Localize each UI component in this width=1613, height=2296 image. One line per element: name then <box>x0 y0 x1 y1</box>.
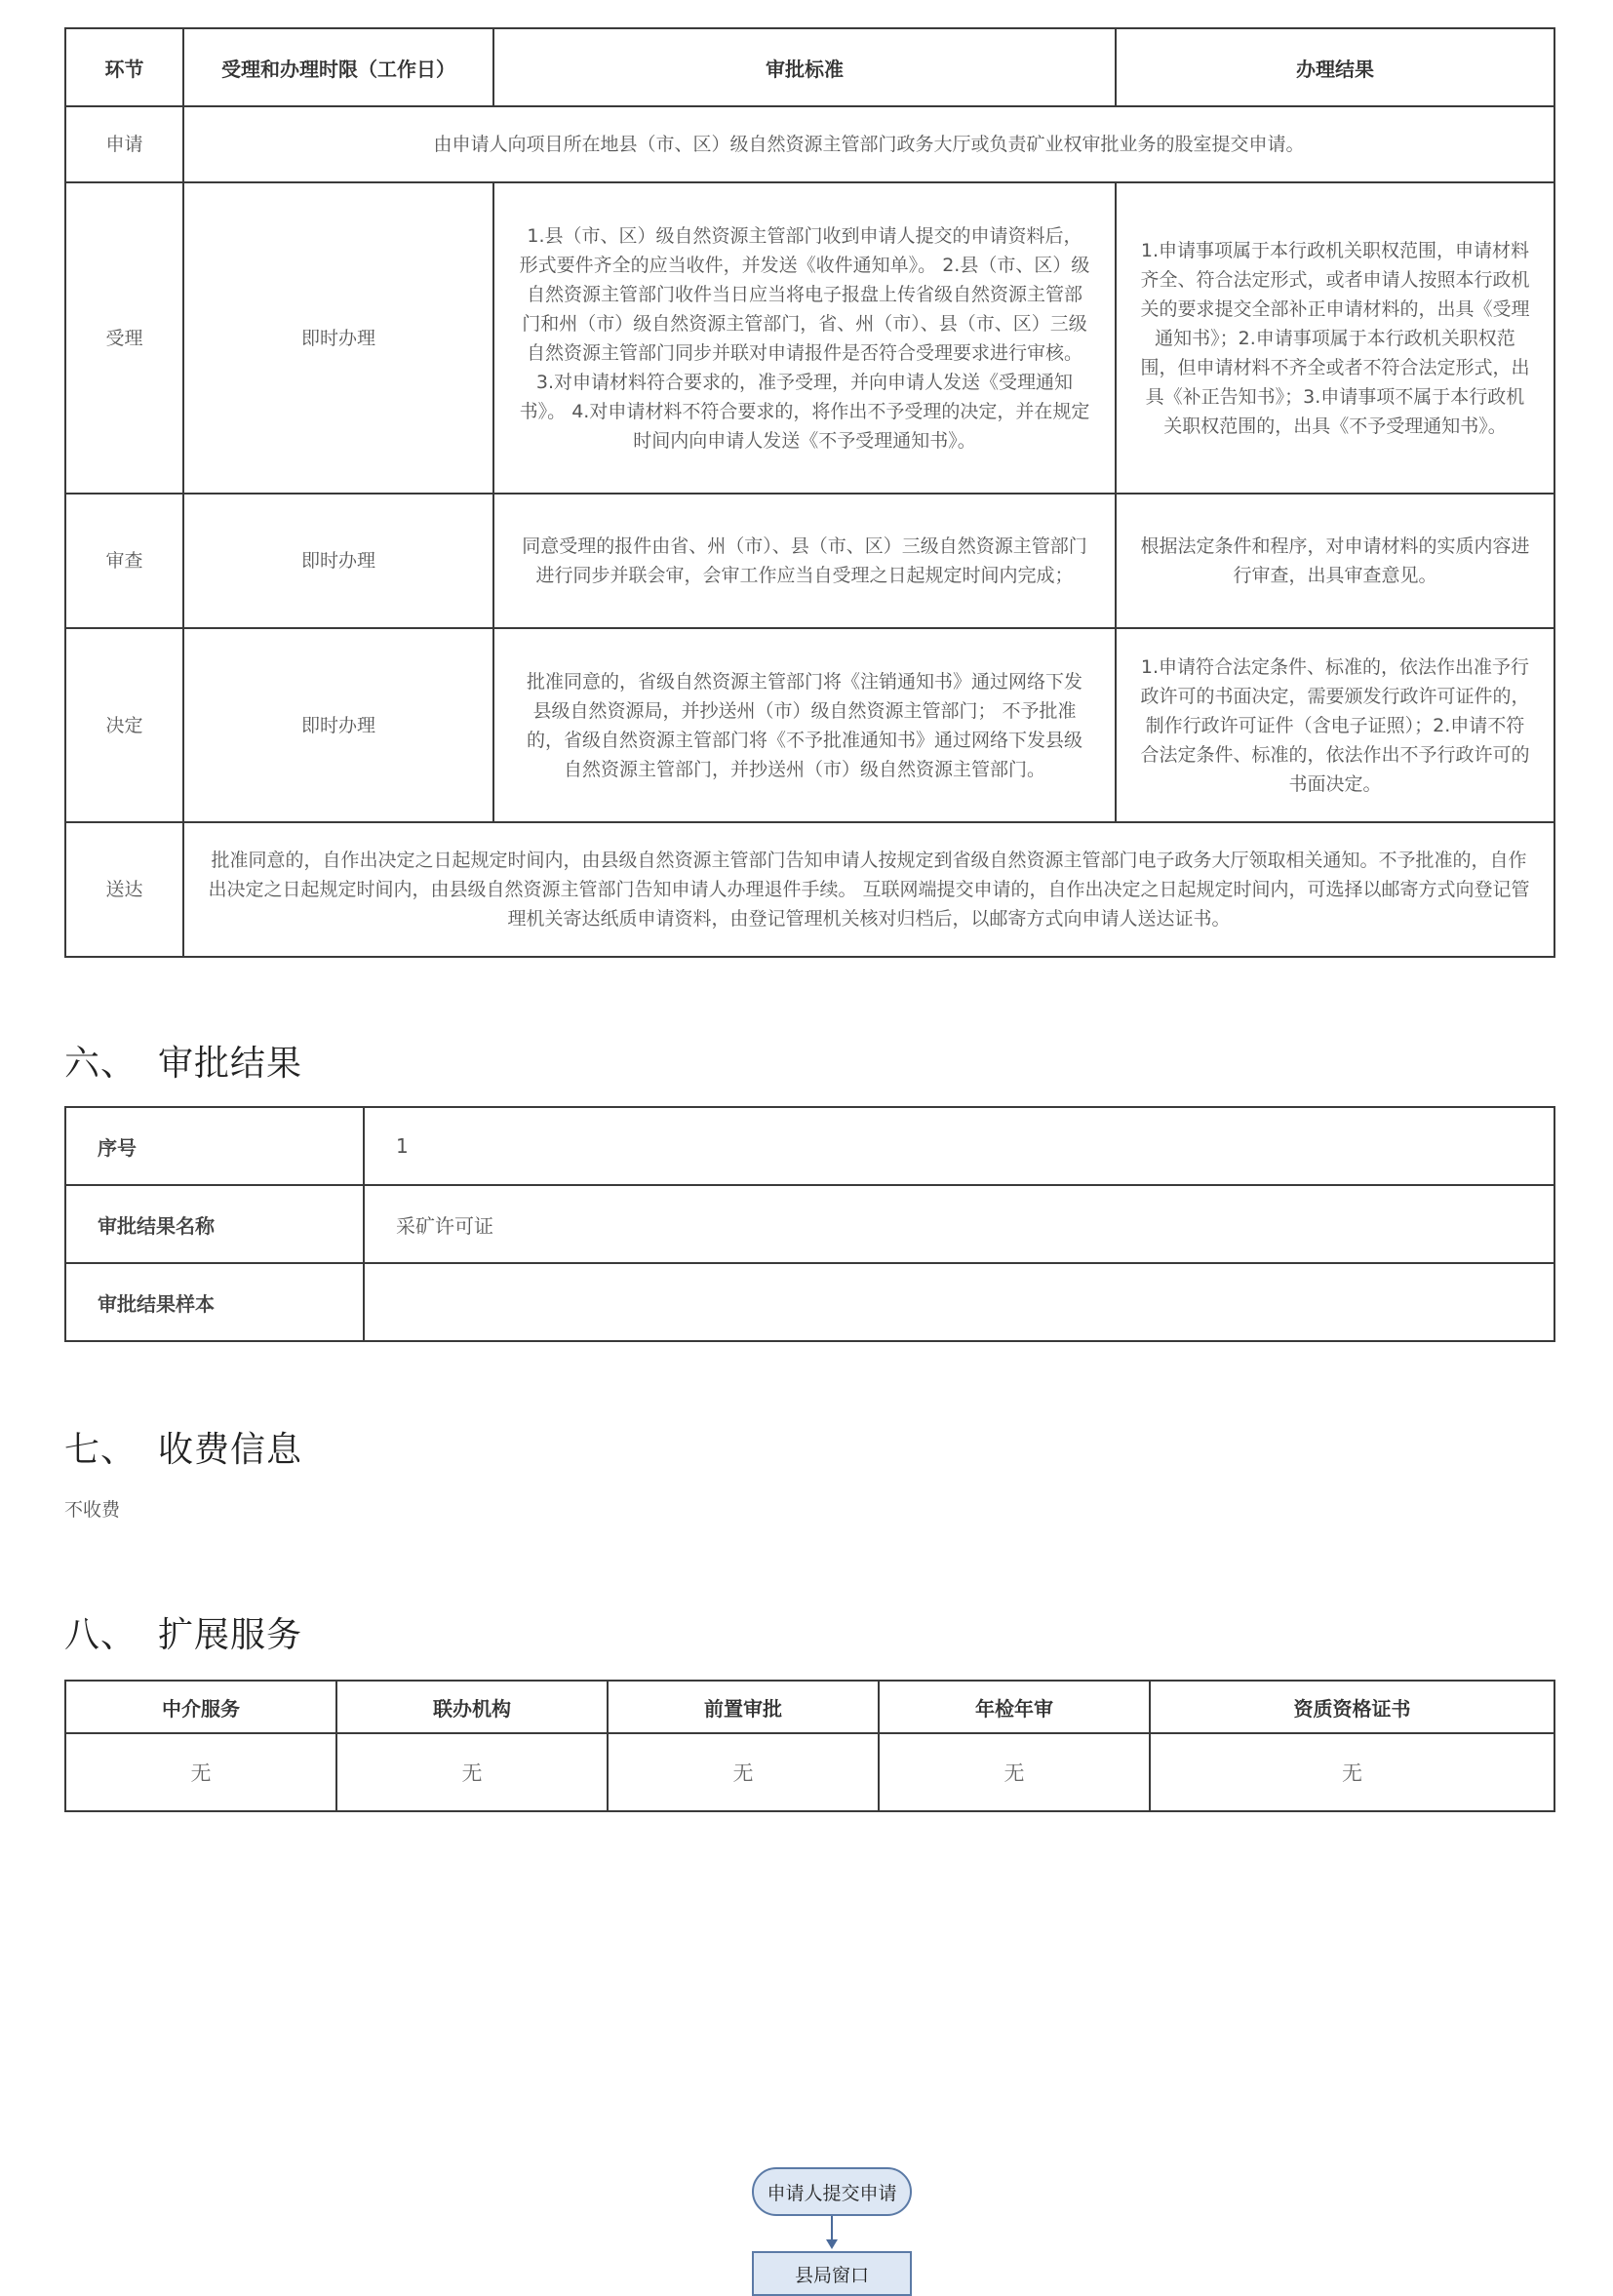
time-cell: 即时办理 <box>183 628 493 822</box>
ext-value: 无 <box>336 1733 608 1811</box>
result-key: 审批结果样本 <box>65 1263 364 1341</box>
section-heading-approval-result <box>64 1036 302 1086</box>
fee-text: 不收费 <box>64 1499 121 1521</box>
header-time-limit: 受理和办理时限（工作日） <box>183 28 493 106</box>
header-annual-review: 年检年审 <box>879 1681 1150 1733</box>
result-sample-value <box>364 1263 1554 1341</box>
section-number: 六、 <box>64 1044 138 1084</box>
stage-cell: 申请 <box>65 106 183 182</box>
section-title: 审批结果 <box>158 1044 303 1084</box>
section-title: 扩展服务 <box>158 1615 303 1655</box>
header-standard: 审批标准 <box>493 28 1116 106</box>
ext-header-row <box>65 1681 1554 1733</box>
table-row <box>65 822 1554 957</box>
result-key: 审批结果名称 <box>65 1185 364 1263</box>
standard-cell: 1.县（市、区）级自然资源主管部门收到申请人提交的申请资料后，形式要件齐全的应当收件，并发送《收件通知单》。 2.县（市、区）级自然资源主管部门收件当日应当将电子报盘上传省级自然资源主管部门和州（市）级自然资源主管部门，省、州（市）、县（市、区）三级自然资源主管部门同步并联对申请报件是否符合受理要求进行审核。 3.对申请材料符合要求的，准予受理，并向申请人发送《受理通知书》。 4.对申请材料不符合要求的，将作出不予受理的决定，并在规定时间内向申请人发送《不予受理通知书》。 <box>493 182 1116 494</box>
standard-cell: 同意受理的报件由省、州（市）、县（市、区）三级自然资源主管部门进行同步并联会审，会审工作应当自受理之日起规定时间内完成； <box>493 494 1116 628</box>
merged-cell: 批准同意的，自作出决定之日起规定时间内，由县级自然资源主管部门告知申请人按规定到省级自然资源主管部门电子政务大厅领取相关通知。不予批准的，自作出决定之日起规定时间内，由县级自然资源主管部门告知申请人办理退件手续。 互联网端提交申请的，自作出决定之日起规定时间内，可选择以邮寄方式向登记管理机关寄达纸质申请资料，由登记管理机关核对归档后，以邮寄方式向申请人送达证书。 <box>183 822 1554 957</box>
flow-step-node: 县局窗口 <box>752 2251 912 2296</box>
section-number: 八、 <box>64 1615 138 1655</box>
table-row <box>65 182 1554 494</box>
result-cell: 1.申请事项属于本行政机关职权范围，申请材料齐全、符合法定形式，或者申请人按照本行政机关的要求提交全部补正申请材料的，出具《受理通知书》；2.申请事项属于本行政机关职权范围，但申请材料不齐全或者不符合法定形式，出具《补正告知书》；3.申请事项不属于本行政机关职权范围的，出具《不予受理通知书》。 <box>1116 182 1554 494</box>
result-cell: 根据法定条件和程序，对申请材料的实质内容进行审查，出具审查意见。 <box>1116 494 1554 628</box>
ext-value: 无 <box>1150 1733 1554 1811</box>
ext-value: 无 <box>65 1733 336 1811</box>
header-pre-approval: 前置审批 <box>608 1681 879 1733</box>
stage-cell: 受理 <box>65 182 183 494</box>
standard-cell: 批准同意的，省级自然资源主管部门将《注销通知书》通过网络下发县级自然资源局，并抄送州（市）级自然资源主管部门； 不予批准的，省级自然资源主管部门将《不予批准通知书》通过网络下发县级自然资源主管部门，并抄送州（市）级自然资源主管部门。 <box>493 628 1116 822</box>
stage-cell: 决定 <box>65 628 183 822</box>
table-row <box>65 494 1554 628</box>
table-row <box>65 1107 1554 1185</box>
header-stage: 环节 <box>65 28 183 106</box>
table-row <box>65 1733 1554 1811</box>
merged-cell: 由申请人向项目所在地县（市、区）级自然资源主管部门政务大厅或负责矿业权审批业务的股室提交申请。 <box>183 106 1554 182</box>
header-intermediary: 中介服务 <box>65 1681 336 1733</box>
table-row <box>65 1263 1554 1341</box>
section-title: 收费信息 <box>158 1430 303 1470</box>
table-row <box>65 106 1554 182</box>
process-header-row <box>65 28 1554 106</box>
process-table <box>64 27 1555 958</box>
table-row <box>65 628 1554 822</box>
ext-value: 无 <box>608 1733 879 1811</box>
section-heading-fee-info <box>64 1422 302 1472</box>
header-result: 办理结果 <box>1116 28 1554 106</box>
extended-services-table <box>64 1680 1555 1812</box>
table-row <box>65 1185 1554 1263</box>
result-value: 采矿许可证 <box>364 1185 1554 1263</box>
header-qualification: 资质资格证书 <box>1150 1681 1554 1733</box>
result-key: 序号 <box>65 1107 364 1185</box>
time-cell: 即时办理 <box>183 494 493 628</box>
stage-cell: 审查 <box>65 494 183 628</box>
section-heading-extended-services <box>64 1607 302 1657</box>
result-value: 1 <box>364 1107 1554 1185</box>
ext-value: 无 <box>879 1733 1150 1811</box>
time-cell: 即时办理 <box>183 182 493 494</box>
stage-cell: 送达 <box>65 822 183 957</box>
flow-arrow-head <box>826 2239 838 2249</box>
header-joint-agency: 联办机构 <box>336 1681 608 1733</box>
flow-start-node: 申请人提交申请 <box>752 2167 912 2216</box>
approval-result-table <box>64 1106 1555 1342</box>
result-cell: 1.申请符合法定条件、标准的，依法作出准予行政许可的书面决定，需要颁发行政许可证件的，制作行政许可证件（含电子证照）；2.申请不符合法定条件、标准的，依法作出不予行政许可的书面决定。 <box>1116 628 1554 822</box>
section-number: 七、 <box>64 1430 138 1470</box>
